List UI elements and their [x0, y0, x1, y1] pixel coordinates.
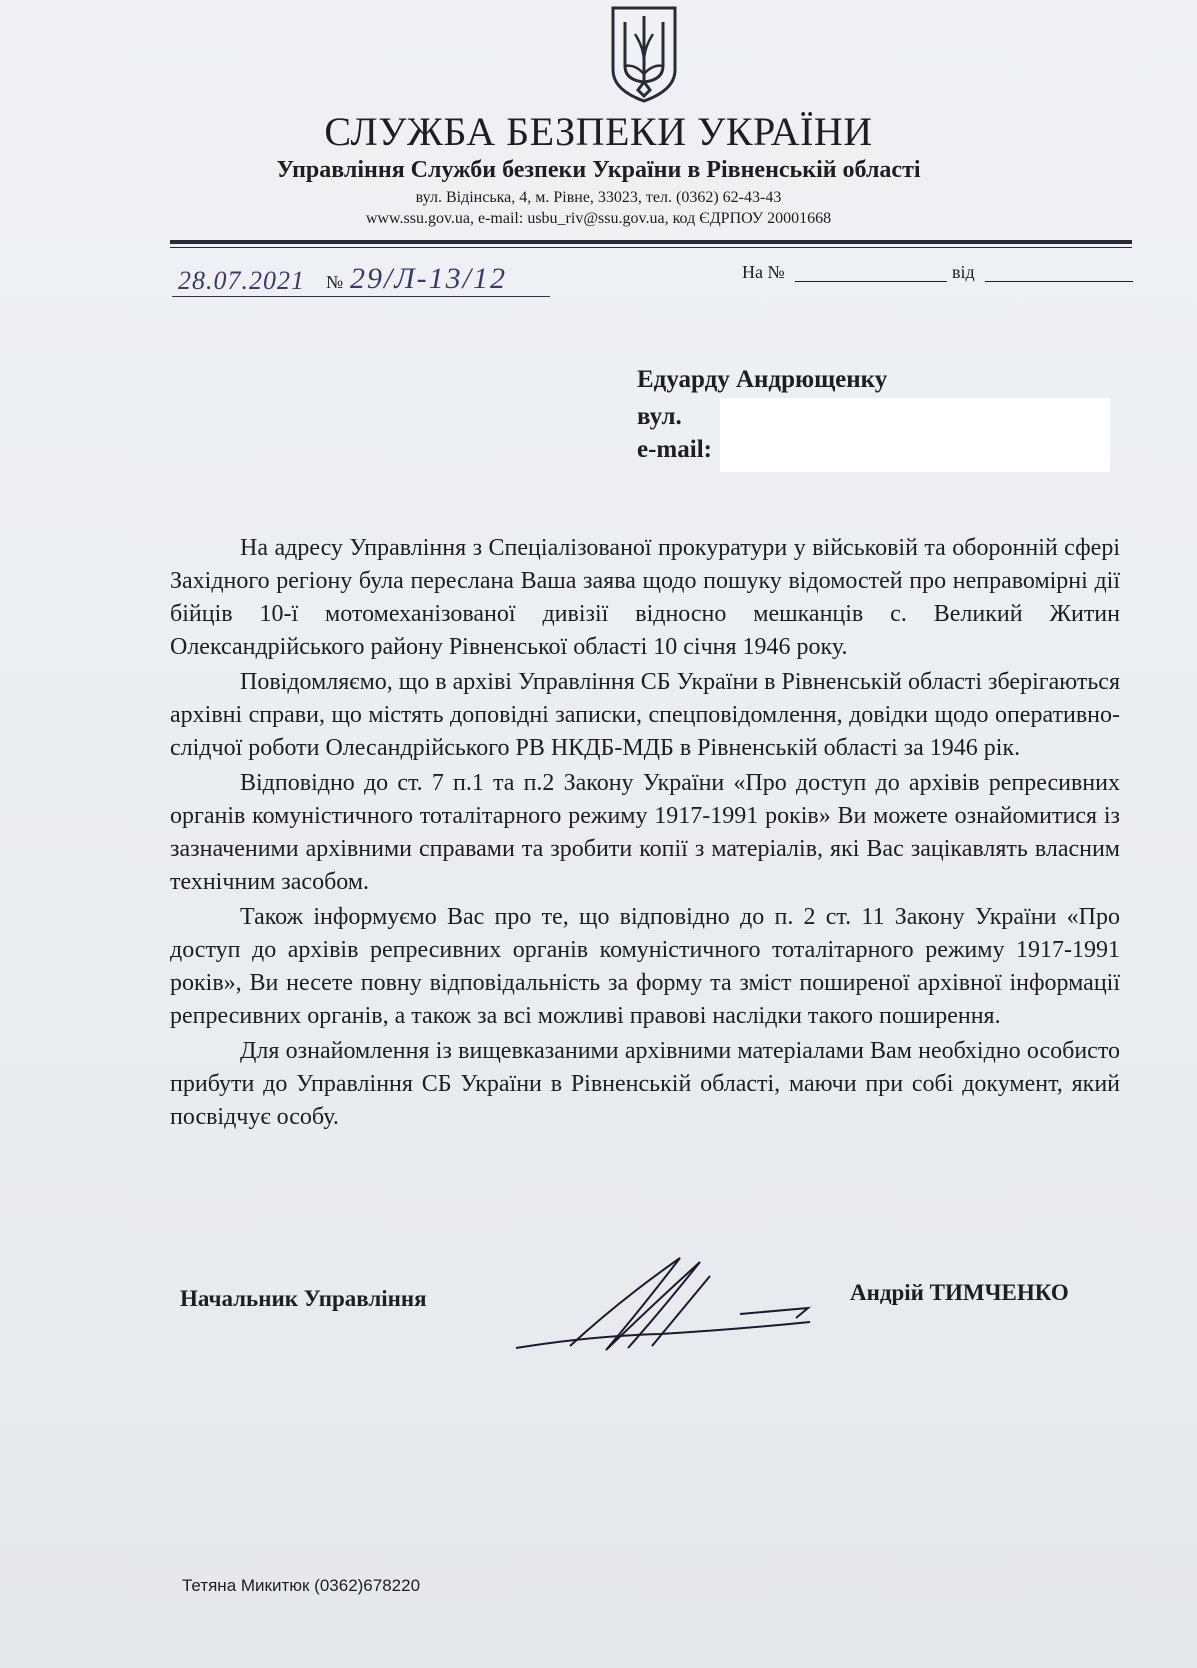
signatory-name: Андрій ТИМЧЕНКО [850, 1280, 1069, 1305]
handwritten-signature [510, 1250, 820, 1360]
agency-title: СЛУЖБА БЕЗПЕКИ УКРАЇНИ [324, 109, 873, 154]
redaction-box [720, 398, 1110, 472]
reference-date-label: від [952, 262, 975, 282]
recipient-street-label: вул. [637, 403, 682, 430]
letter-body [170, 532, 1120, 1136]
body-paragraph: Повідомляємо, що в архіві Управління СБ України в Рівненській області зберігаються архівні справи, що містять доповідні записки, спецповідомлення, довідки щодо оперативно-слідчої роботи Олесандрійського РВ НКДБ-МДБ в Рівненській області за 1946 рік. [170, 669, 1120, 761]
header-divider-thick [170, 240, 1132, 244]
body-paragraph: Також інформуємо Вас про те, що відповідно до п. 2 ст. 11 Закону України «Про доступ до архівів репресивних органів комуністичного тоталітарного режиму 1917-1991 років», Ви несете повну відповідальність за форму та зміст поширеної архівної інформації репресивних органів, а також за всі можливі правові наслідки такого поширення. [170, 904, 1120, 1029]
signatory-title: Начальник Управління [180, 1286, 427, 1311]
body-paragraph: На адресу Управління з Спеціалізованої прокуратури у військовій та оборонній сфері Західного регіону була переслана Ваша заява щодо пошуку відомостей про неправомірні дії бійців 10-ї мотомеханізованої дивізії відносно мешканців с. Великий Житин Олександрійського району Рівненської області 10 січня 1946 року. [170, 535, 1120, 660]
body-paragraph: Відповідно до ст. 7 п.1 та п.2 Закону України «Про доступ до архівів репресивних органів комуністичного тоталітарного режиму 1917-1991 років» Ви можете ознайомитися із зазначеними архівними справами та зробити копії з матеріалів, які Вас зацікавлять власним технічним засобом. [170, 770, 1120, 895]
registration-underline [172, 296, 550, 297]
recipient-name: Едуарду Андрющенку [637, 366, 888, 393]
registration-number: 29/Л-13/12 [350, 262, 507, 295]
department-title: Управління Служби безпеки України в Рівненській області [276, 157, 921, 183]
contacts-line: www.ssu.gov.ua, e-mail: usbu_riv@ssu.gov.ua, код ЄДРПОУ 20001668 [365, 210, 832, 227]
registration-date: 28.07.2021 [178, 266, 305, 295]
trident-icon [607, 4, 681, 104]
header-divider-thin [170, 247, 1132, 248]
reference-number-blank [795, 281, 947, 282]
executor-contact: Тетяна Микитюк (0362)678220 [182, 1576, 421, 1595]
reference-number-label: На № [742, 262, 785, 282]
address-line: вул. Відінська, 4, м. Рівне, 33023, тел. (0362) 62-43-43 [415, 189, 782, 206]
body-paragraph: Для ознайомлення із вищевказаними архівними матеріалами Вам необхідно особисто прибути до Управління СБ України в Рівненській області, маючи при собі документ, який посвідчує особу. [170, 1038, 1120, 1130]
registration-number-sign: № [326, 272, 344, 292]
recipient-email-label: e-mail: [637, 436, 712, 463]
reference-date-blank [985, 281, 1133, 282]
